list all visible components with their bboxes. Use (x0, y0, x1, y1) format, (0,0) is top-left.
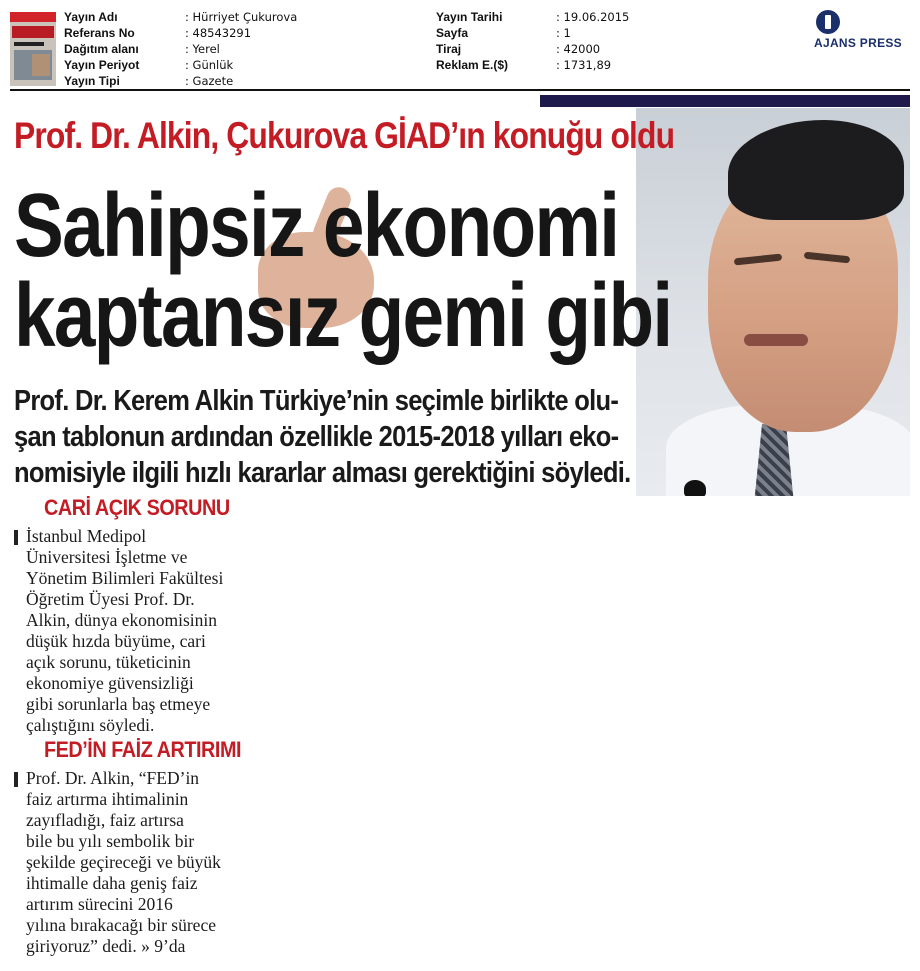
meta-label: Yayın Adı (64, 10, 118, 24)
paragraph-marker (14, 772, 18, 787)
meta-label: Yayın Tipi (64, 74, 120, 88)
meta-value: : Hürriyet Çukurova (185, 10, 298, 24)
body-line: bile bu yılı sembolik bir (26, 831, 195, 851)
lede-line: nomisiyle ilgili hızlı kararlar alması gerektiğini söyledi. (14, 457, 631, 489)
body-line: giriyoruz” dedi. » 9’da (26, 936, 186, 956)
section-body-fed-rate (26, 768, 258, 957)
headline-line-2: kaptansız gemi gibi (14, 266, 672, 366)
body-line: düşük hızda büyüme, cari (26, 631, 206, 651)
meta-row-publication-name (64, 9, 297, 25)
meta-value: : Yerel (185, 42, 220, 56)
body-line: gibi sorunlarla baş etmeye (26, 694, 211, 714)
meta-row-ad-value (436, 57, 629, 73)
article-kicker: Prof. Dr. Alkin, Çukurova GİAD’ın konuğu oldu (14, 115, 675, 156)
meta-label: Reklam E.($) (436, 58, 509, 72)
body-line: Yönetim Bilimleri Fakültesi (26, 568, 224, 588)
body-line: faiz artırma ihtimalinin (26, 789, 189, 809)
meta-value: : 48543291 (185, 26, 252, 40)
meta-value: : Gazete (185, 74, 234, 88)
body-line: ihtimalle daha geniş faiz (26, 873, 198, 893)
body-line: Alkin, dünya ekonomisinin (26, 610, 218, 630)
body-line: ekonomiye güvensizliği (26, 673, 194, 693)
meta-label: Yayın Tarihi (436, 10, 503, 24)
body-line: İstanbul Medipol (26, 526, 147, 546)
meta-label: Tiraj (436, 42, 462, 56)
section-title-current-account: CARİ AÇIK SORUNU (44, 495, 230, 520)
publication-meta-right (436, 9, 629, 73)
meta-row-reference-no (64, 25, 297, 41)
meta-row-type (64, 73, 297, 89)
lede-line: şan tablonun ardından özellikle 2015-2018 yılları eko- (14, 421, 619, 453)
body-line: Üniversitesi İşletme ve (26, 547, 188, 567)
article-lede (14, 383, 714, 491)
meta-row-circulation (436, 41, 629, 57)
header-divider (10, 89, 910, 91)
newspaper-thumbnail-icon (10, 12, 56, 86)
publication-meta-left (64, 9, 297, 89)
meta-label: Sayfa (436, 26, 469, 40)
section-body-current-account (26, 526, 258, 736)
meta-value: : 42000 (556, 42, 601, 56)
section-title-fed-rate: FED’İN FAİZ ARTIRIMI (44, 737, 242, 762)
body-line: şekilde geçireceği ve büyük (26, 852, 221, 872)
body-line: zayıfladığı, faiz artırsa (26, 810, 184, 830)
body-line: çalıştığını söyledi. (26, 715, 155, 735)
meta-value: : 1 (556, 26, 571, 40)
body-line: açık sorunu, tüketicinin (26, 652, 191, 672)
paragraph-marker (14, 530, 18, 545)
meta-label: Yayın Periyot (64, 58, 140, 72)
ajans-press-logo-icon (816, 10, 840, 34)
body-line: Prof. Dr. Alkin, “FED’in (26, 768, 200, 788)
meta-row-page (436, 25, 629, 41)
headline-line-1: Sahipsiz ekonomi (14, 176, 619, 276)
navy-accent-bar (540, 95, 910, 107)
meta-row-period (64, 57, 297, 73)
body-line: artırım sürecini 2016 (26, 894, 173, 914)
lede-line: Prof. Dr. Kerem Alkin Türkiye’nin seçimle birlikte olu- (14, 385, 619, 417)
meta-row-date (436, 9, 629, 25)
body-line: Öğretim Üyesi Prof. Dr. (26, 589, 195, 609)
meta-label: Referans No (64, 26, 135, 40)
meta-row-distribution (64, 41, 297, 57)
body-line: yılına bırakacağı bir sürece (26, 915, 216, 935)
meta-value: : 1731,89 (556, 58, 612, 72)
meta-value: : 19.06.2015 (556, 10, 630, 24)
meta-label: Dağıtım alanı (64, 42, 139, 56)
logo-text: AJANS PRESS (814, 36, 902, 50)
ajans-press-logo (814, 10, 914, 52)
meta-value: : Günlük (185, 58, 234, 72)
